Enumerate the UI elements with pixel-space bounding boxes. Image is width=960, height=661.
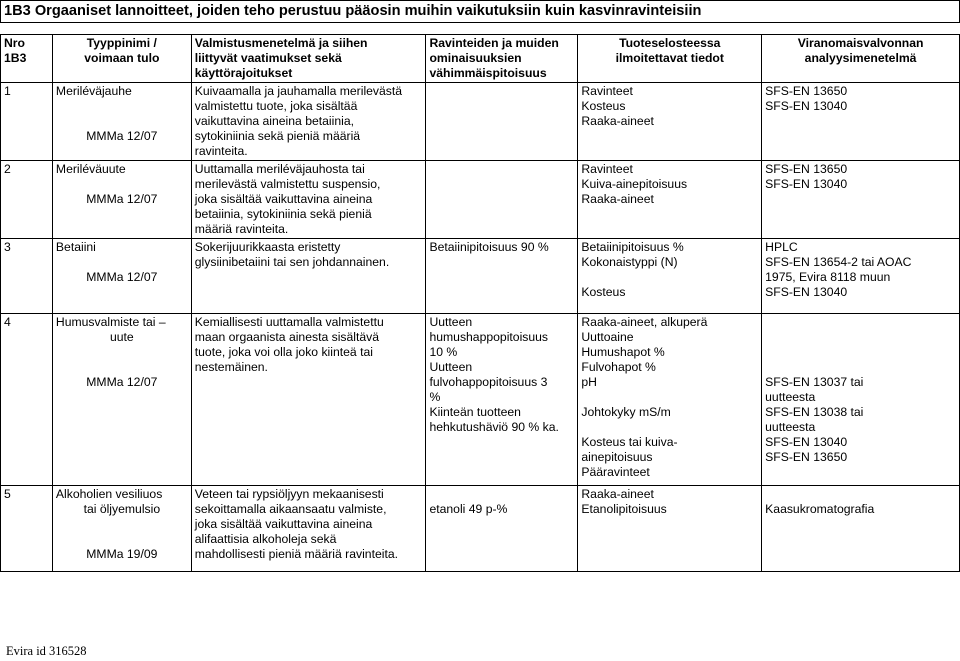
cell-number: 5 [1,486,53,572]
cell-type-name-line: Betaiini [55,240,96,254]
cell-type-name-line [56,517,188,532]
cell-type-name-line: MMMa 12/07 [86,129,158,143]
header-text-line: analyysimenetelmä [804,51,917,65]
cell-minimum-line [429,487,574,502]
cell-number: 2 [1,161,53,239]
cell-method-line: joka sisältää vaikuttavina aineina [194,192,373,206]
table-row [1,314,960,486]
cell-minimum-line: hehkutushäviö 90 % ka. [429,420,559,434]
cell-declared-info-line: Kosteus tai kuiva- [581,435,678,449]
cell-analysis-method-line [765,330,956,345]
cell-number: 1 [1,83,53,161]
document-id: Evira id 316528 [6,644,87,658]
cell-method-line: betaiinia, sytokiniinia sekä pieniä [194,207,372,221]
cell-analysis-method [762,314,960,486]
cell-declared-info-line: Ravinteet [581,162,633,176]
cell-analysis-method-line: SFS-EN 13650 [765,84,848,98]
header-text-line: liittyvät vaatimukset sekä [194,51,342,65]
header-text-line: vähimmäispitoisuus [429,66,547,80]
cell-analysis-method-line: Kaasukromatografia [765,502,875,516]
cell-type-name [52,486,191,572]
cell-type-name-line: tai öljyemulsio [83,502,161,516]
cell-method-line: sytokiniinia sekä pieniä määriä [194,129,361,143]
cell-analysis-method-line [765,360,956,375]
cell-minimum [426,161,578,239]
cell-method [191,161,426,239]
cell-type-name-line: MMMa 12/07 [86,192,158,206]
cell-type-name-line [56,532,188,547]
cell-method-line: Kuivaamalla ja jauhamalla merilevästä [194,84,403,98]
header-analysis-method [762,35,960,83]
cell-type-name-line: Meriléväuute [55,162,126,176]
cell-method-line: maan orgaanista ainesta sisältävä [194,330,380,344]
page-title: 1B3 Orgaaniset lannoitteet, joiden teho perustuu pääosin muihin vaikutuksiin kuin kasvinravinteisiin [0,0,960,23]
cell-analysis-method-line: HPLC [765,240,798,254]
cell-declared-info-line: Uuttoaine [581,330,634,344]
cell-minimum [426,486,578,572]
cell-method-line: määriä ravinteita. [194,222,289,236]
cell-analysis-method-line [765,345,956,360]
cell-number: 4 [1,314,53,486]
header-text-line: Viranomaisvalvonnan [797,36,924,50]
cell-declared-info-line: Raaka-aineet [581,114,654,128]
cell-declared-info-line: Kosteus [581,99,626,113]
table-header-row [1,35,960,83]
cell-method-line: Sokerijuurikkaasta eristetty [194,240,341,254]
cell-analysis-method-line: SFS-EN 13650 [765,162,848,176]
cell-declared-info-line: Raaka-aineet [581,192,654,206]
header-text-line: käyttörajoitukset [194,66,293,80]
cell-analysis-method-line: 1975, Evira 8118 muun [765,270,891,284]
cell-analysis-method-line: SFS-EN 13040 [765,435,848,449]
cell-analysis-method [762,239,960,314]
cell-number: 3 [1,239,53,314]
header-text-line: Nro [4,36,25,50]
cell-type-name-line [56,360,188,375]
cell-type-name-line: MMMa 19/09 [86,547,158,561]
cell-minimum [426,83,578,161]
header-method [191,35,426,83]
cell-declared-info-line: Kosteus [581,285,626,299]
cell-declared-info [578,314,762,486]
cell-minimum-line: Uutteen [429,360,473,374]
cell-minimum-line: humushappopitoisuus [429,330,549,344]
cell-analysis-method-line [765,315,956,330]
table-row [1,161,960,239]
cell-type-name-line: Humusvalmiste tai – [55,315,166,329]
cell-type-name [52,239,191,314]
cell-minimum-line: Kiinteän tuotteen [429,405,521,419]
cell-method [191,486,426,572]
cell-type-name [52,314,191,486]
cell-method-line: ravinteita. [194,144,248,158]
cell-declared-info [578,239,762,314]
cell-analysis-method-line [765,487,956,502]
cell-declared-info-line: Pääravinteet [581,465,650,479]
cell-analysis-method-line: SFS-EN 13038 tai [765,405,864,419]
cell-analysis-method-line: SFS-EN 13037 tai [765,375,864,389]
cell-type-name-line: MMMa 12/07 [86,270,158,284]
cell-declared-info-line: Humushapot % [581,345,665,359]
cell-type-name-line: Meriléväjauhe [55,84,132,98]
header-text-line: Valmistusmenetelmä ja siihen [194,36,368,50]
cell-method-line: nestemäinen. [194,360,268,374]
header-text-line: 1B3 [4,51,27,65]
cell-method-line: tuote, joka voi olla joko kiinteä tai [194,345,373,359]
cell-method-line: Veteen tai rypsiöljyyn mekaanisesti [194,487,384,501]
header-type-name [52,35,191,83]
cell-type-name-line [56,345,188,360]
cell-analysis-method-line: uutteesta [765,390,816,404]
cell-type-name-line [56,99,188,114]
cell-analysis-method-line: SFS-EN 13040 [765,177,848,191]
cell-declared-info-line: Johtokyky mS/m [581,405,671,419]
header-text-line: Tyyppinimi / [86,36,157,50]
cell-method-line: joka sisältää vaikuttavina aineina [194,517,373,531]
cell-type-name [52,83,191,161]
cell-declared-info [578,486,762,572]
cell-declared-info-line: pH [581,375,597,389]
fertilizer-table [0,34,960,572]
cell-analysis-method [762,83,960,161]
cell-type-name [52,161,191,239]
cell-method-line: sekoittamalla aikaansaatu valmiste, [194,502,387,516]
header-text-line: Tuoteselosteessa [619,36,721,50]
cell-analysis-method [762,486,960,572]
cell-minimum-line: Betaiinipitoisuus 90 % [429,240,549,254]
cell-analysis-method-line: SFS-EN 13040 [765,285,848,299]
cell-type-name-line [56,255,188,270]
cell-declared-info-line: Kokonaistyppi (N) [581,255,678,269]
cell-method-line: alifaattisia alkoholeja sekä [194,532,337,546]
cell-method [191,314,426,486]
header-text-line: ominaisuuksien [429,51,522,65]
header-declared-info [578,35,762,83]
cell-method-line: Kemiallisesti uuttamalla valmistettu [194,315,384,329]
cell-method-line: glysiinibetaiini tai sen johdannainen. [194,255,390,269]
cell-declared-info-line: Betaiinipitoisuus % [581,240,684,254]
cell-declared-info-line: Ravinteet [581,84,633,98]
cell-minimum-line: % [429,390,441,404]
cell-declared-info-line [581,420,758,435]
cell-minimum [426,239,578,314]
cell-declared-info [578,83,762,161]
header-text-line: voimaan tulo [84,51,160,65]
table-row [1,486,960,572]
cell-type-name-line [56,114,188,129]
cell-type-name-line: uute [109,330,134,344]
cell-declared-info-line [581,270,758,285]
cell-minimum-line: 10 % [429,345,458,359]
header-minimum [426,35,578,83]
cell-declared-info-line: ainepitoisuus [581,450,653,464]
cell-declared-info-line: Etanolipitoisuus [581,502,667,516]
table-row [1,83,960,161]
cell-method-line: vaikuttavina aineina betaiinia, [194,114,354,128]
header-text-line: ilmoitettavat tiedot [615,51,724,65]
cell-method-line: Uuttamalla meriléväjauhosta tai [194,162,365,176]
cell-minimum [426,314,578,486]
cell-type-name-line: Alkoholien vesiliuos [55,487,163,501]
cell-method-line: merilevästä valmistettu suspensio, [194,177,381,191]
cell-minimum-line: fulvohappopitoisuus 3 [429,375,548,389]
header-text-line: Ravinteiden ja muiden [429,36,559,50]
cell-declared-info-line: Fulvohapot % [581,360,656,374]
cell-analysis-method [762,161,960,239]
header-nro [1,35,53,83]
cell-minimum-line: Uutteen [429,315,473,329]
cell-minimum-line: etanoli 49 p-% [429,502,508,516]
cell-analysis-method-line: SFS-EN 13040 [765,99,848,113]
cell-analysis-method-line: uutteesta [765,420,816,434]
cell-declared-info-line: Kuiva-ainepitoisuus [581,177,688,191]
cell-analysis-method-line: SFS-EN 13654-2 tai AOAC [765,255,912,269]
cell-method [191,239,426,314]
cell-type-name-line [56,177,188,192]
cell-type-name-line: MMMa 12/07 [86,375,158,389]
cell-declared-info-line: Raaka-aineet [581,487,654,501]
table-row [1,239,960,314]
cell-analysis-method-line: SFS-EN 13650 [765,450,848,464]
cell-declared-info-line [581,390,758,405]
cell-declared-info [578,161,762,239]
cell-method-line: mahdollisesti pieniä määriä ravinteita. [194,547,398,561]
cell-method-line: valmistettu tuote, joka sisältää [194,99,358,113]
cell-method [191,83,426,161]
cell-declared-info-line: Raaka-aineet, alkuperä [581,315,708,329]
